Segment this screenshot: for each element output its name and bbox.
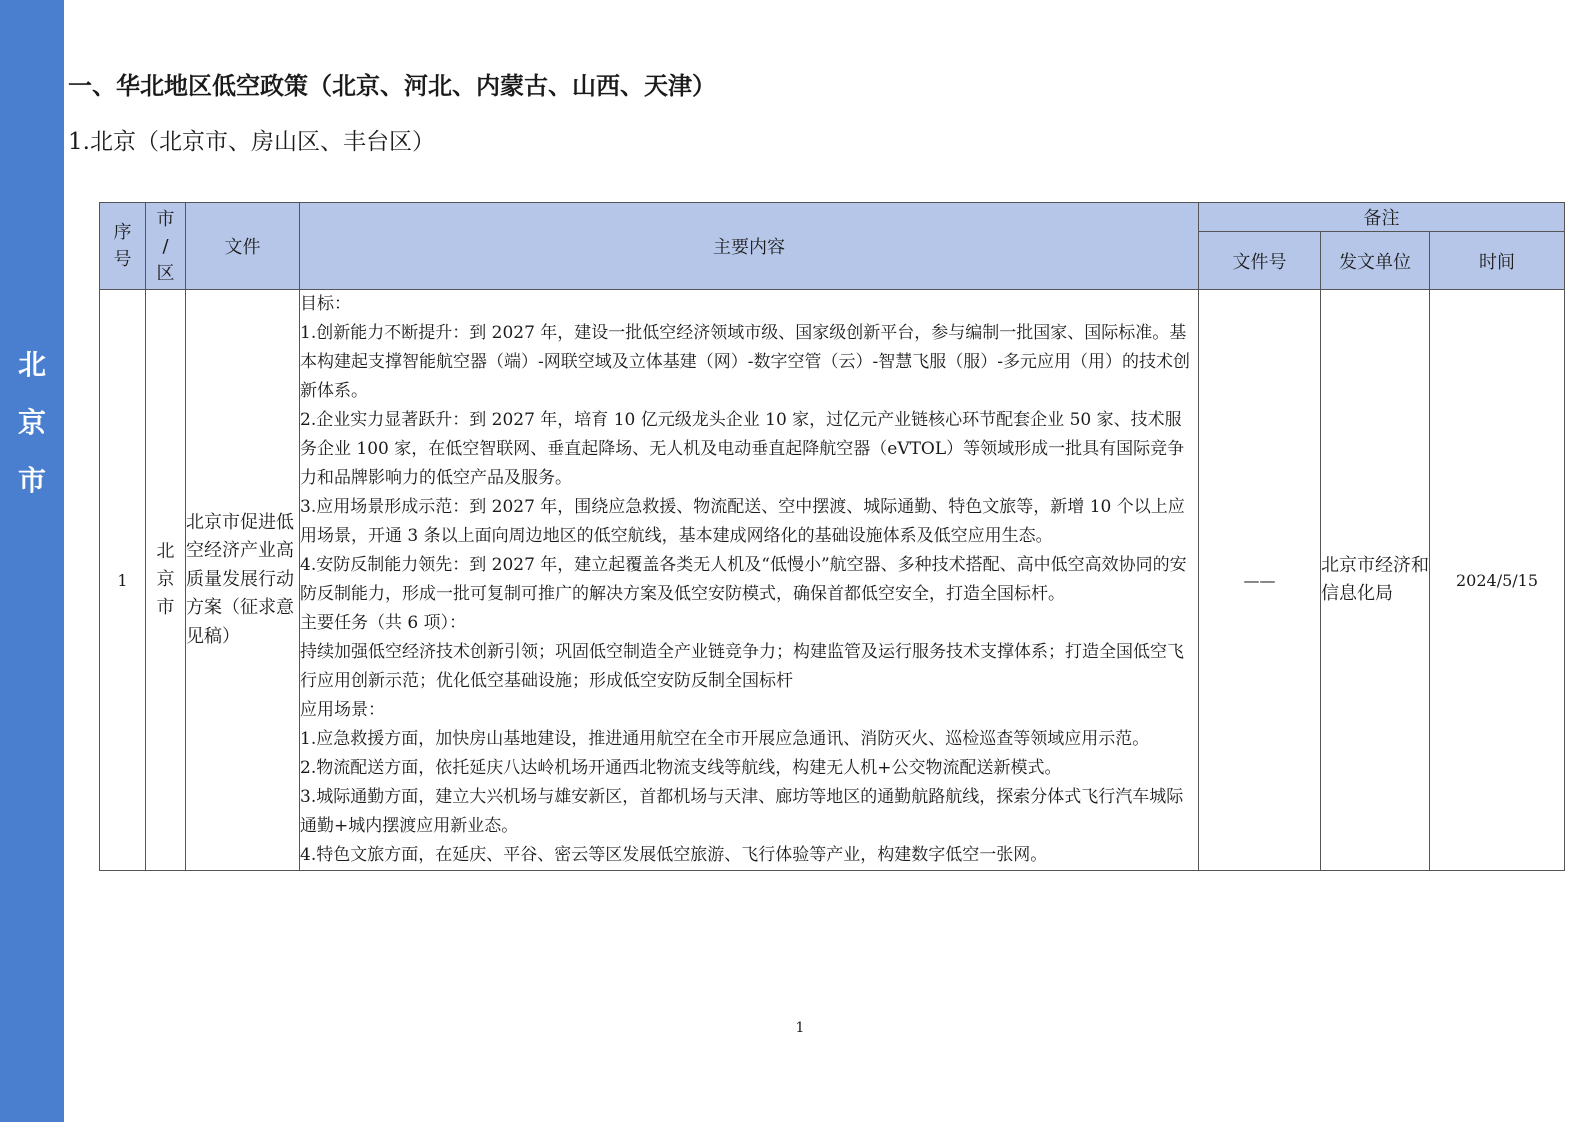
content-paragraph: 1.应急救援方面，加快房山基地建设，推进通用航空在全市开展应急通讯、消防灭火、巡检巡查等领域应用示范。 — [300, 729, 1150, 749]
cell-content — [300, 290, 1199, 871]
content-paragraph: 3.城际通勤方面，建立大兴机场与雄安新区，首都机场与天津、廊坊等地区的通勤航路航线，探索分体式飞行汽车城际通勤+城内摆渡应用新业态。 — [300, 787, 1184, 836]
cell-city: 北 京 市 — [146, 290, 186, 871]
header-notes: 备注 — [1199, 203, 1565, 232]
content-paragraph: 1.创新能力不断提升：到 2027 年，建设一批低空经济领域市级、国家级创新平台，参与编制一批国家、国际标准。基本构建起支撑智能航空器（端）-网联空域及立体基建（网）-数字空管（云）-智慧飞服（服）-多元应用（用）的技术创新体系。 — [300, 323, 1190, 401]
content-paragraph: 2.企业实力显著跃升：到 2027 年，培育 10 亿元级龙头企业 10 家，过亿元产业链核心环节配套企业 50 家、技术服务企业 100 家，在低空智联网、垂直起降场、无人机及电动垂直起降航空器（eVTOL）等领域形成一批具有国际竞争力和品牌影响力的低空产品及服务。 — [300, 410, 1185, 488]
cell-doc-no: —— — [1199, 290, 1321, 871]
sidebar — [0, 0, 64, 1122]
cell-file: 北京市促进低空经济产业高质量发展行动方案（征求意见稿） — [186, 290, 300, 871]
content-paragraph: 应用场景： — [300, 700, 385, 720]
policy-table — [99, 202, 1565, 871]
content-paragraph: 主要任务（共 6 项）： — [300, 613, 467, 633]
header-doc-no: 文件号 — [1199, 232, 1321, 290]
table-row — [100, 290, 1565, 871]
sidebar-label: 北 京 市 — [17, 348, 46, 497]
content-paragraph: 目标： — [300, 294, 351, 314]
content-paragraph: 3.应用场景形成示范：到 2027 年，围绕应急救援、物流配送、空中摆渡、城际通勤、特色文旅等，新增 10 个以上应用场景，开通 3 条以上面向周边地区的低空航线，基本建成网络化的基础设施体系及低空应用生态。 — [300, 497, 1185, 546]
cell-issuer: 北京市经济和信息化局 — [1321, 290, 1430, 871]
header-content: 主要内容 — [300, 203, 1199, 290]
header-issuer: 发文单位 — [1321, 232, 1430, 290]
content-paragraph: 2.物流配送方面，依托延庆八达岭机场开通西北物流支线等航线，构建无人机+公交物流配送新模式。 — [300, 758, 1062, 778]
sub-heading: 1.北京（北京市、房山区、丰台区） — [68, 129, 435, 155]
cell-date: 2024/5/15 — [1430, 290, 1565, 871]
section-heading: 一、华北地区低空政策（北京、河北、内蒙古、山西、天津） — [68, 72, 716, 100]
header-file: 文件 — [186, 203, 300, 290]
header-date: 时间 — [1430, 232, 1565, 290]
page-number: 1 — [795, 1020, 805, 1036]
content-paragraph: 4.安防反制能力领先：到 2027 年，建立起覆盖各类无人机及“低慢小”航空器、多种技术搭配、高中低空高效协同的安防反制能力，形成一批可复制可推广的解决方案及低空安防模式，确保首都低空安全，打造全国标杆。 — [300, 555, 1187, 604]
header-index: 序 号 — [100, 203, 146, 290]
header-city: 市 / 区 — [146, 203, 186, 290]
content-paragraph: 持续加强低空经济技术创新引领；巩固低空制造全产业链竞争力；构建监管及运行服务技术支撑体系；打造全国低空飞行应用创新示范；优化低空基础设施；形成低空安防反制全国标杆 — [300, 642, 1184, 691]
cell-index: 1 — [100, 290, 146, 871]
content-paragraph: 4.特色文旅方面，在延庆、平谷、密云等区发展低空旅游、飞行体验等产业，构建数字低空一张网。 — [300, 845, 1048, 865]
